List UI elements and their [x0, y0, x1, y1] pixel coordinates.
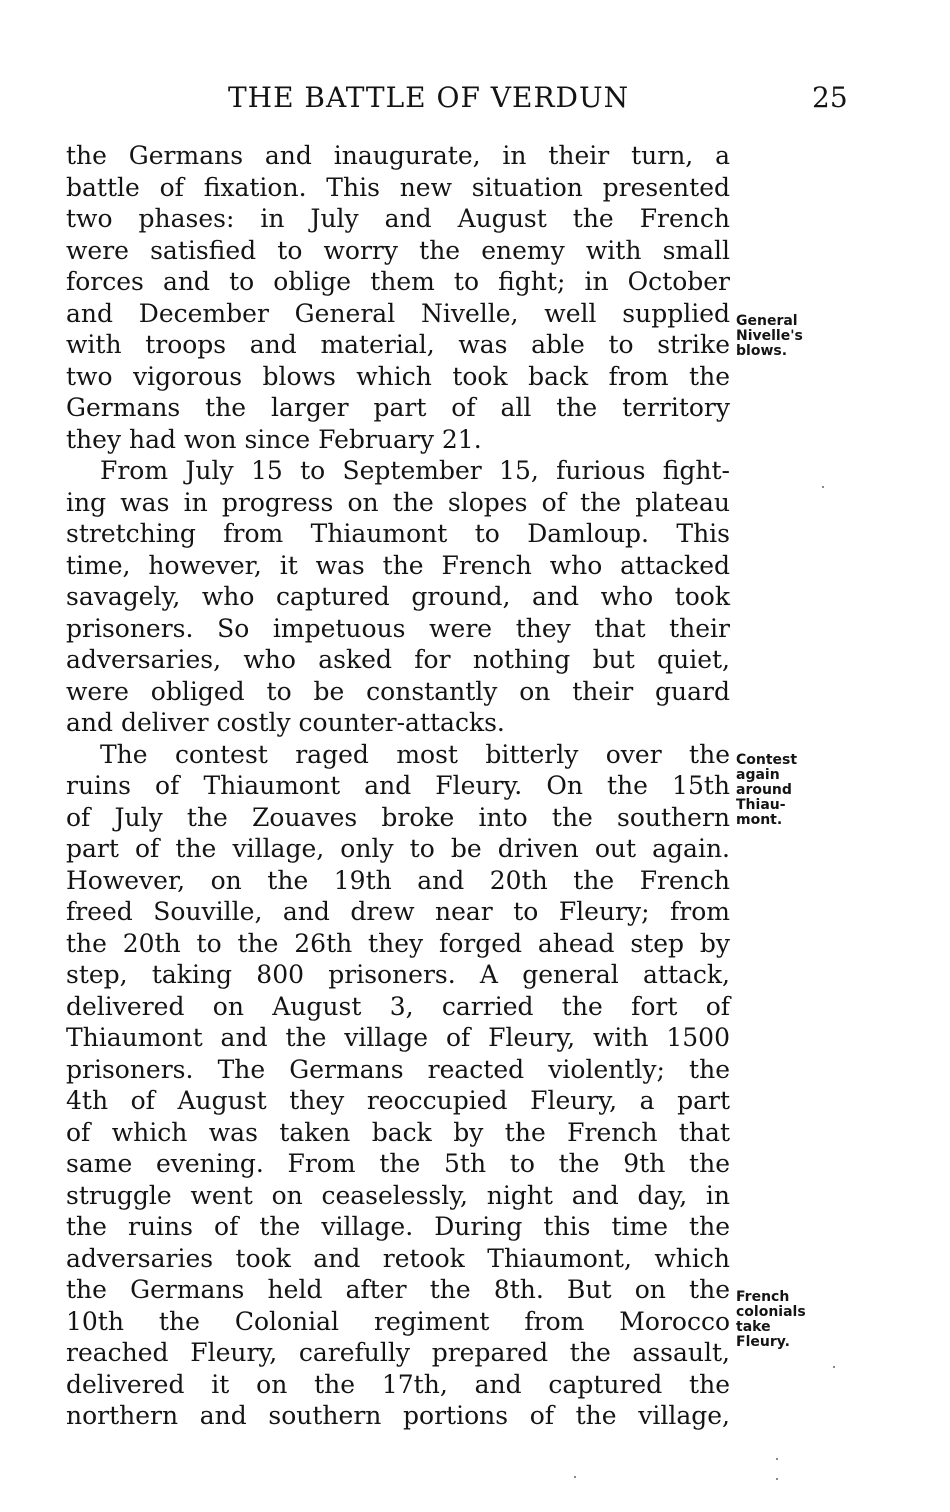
- text-line: prisoners. So impetuous were they that their: [66, 613, 730, 643]
- sidenote-line: around: [736, 782, 792, 798]
- sidenote-line: colonials: [736, 1304, 806, 1320]
- text-line: delivered it on the 17th, and captured the: [66, 1369, 730, 1399]
- sidenote-line: mont.: [736, 812, 783, 828]
- text-line: the ruins of the village. During this time the: [66, 1212, 730, 1241]
- text-line: northern and southern portions of the village,: [66, 1401, 730, 1430]
- sidenote-line: Contest: [736, 752, 798, 768]
- sidenote-line: blows.: [736, 343, 788, 359]
- text-line: and December General Nivelle, well supplied: [66, 298, 730, 328]
- text-line: ruins of Thiaumont and Fleury. On the 15th: [66, 771, 730, 800]
- text-line: Thiaumont and the village of Fleury, with 1500: [66, 1023, 730, 1052]
- text-line: delivered on August 3, carried the fort of: [66, 991, 730, 1021]
- text-line: savagely, who captured ground, and who took: [66, 582, 730, 611]
- text-line: 4th of August they reoccupied Fleury, a part: [66, 1086, 730, 1115]
- speck: [574, 1476, 576, 1478]
- speck: [776, 1458, 778, 1460]
- text-line: Germans the larger part of all the territory: [66, 393, 730, 422]
- text-line: the 20th to the 26th they forged ahead step by: [66, 928, 730, 958]
- text-line: two vigorous blows which took back from the: [66, 361, 730, 391]
- speck: [833, 1366, 835, 1368]
- text-line: part of the village, only to be driven out again.: [66, 834, 730, 863]
- text-line: battle of fixation. This new situation presented: [66, 172, 730, 202]
- sidenote-line: Thiau-: [736, 797, 786, 813]
- text-line: they had won since February 21.: [66, 424, 482, 454]
- text-line: step, taking 800 prisoners. A general attack,: [66, 960, 730, 989]
- sidenote-line: again: [736, 767, 780, 783]
- text-line: two phases: in July and August the French: [66, 204, 730, 233]
- text-line: freed Souville, and drew near to Fleury; from: [66, 897, 730, 926]
- text-line: and deliver costly counter-attacks.: [66, 708, 505, 737]
- speck: [822, 486, 824, 488]
- text-line: adversaries, who asked for nothing but quiet,: [66, 645, 730, 674]
- page-number: 25: [812, 81, 848, 114]
- sidenote-line: General: [736, 313, 798, 329]
- text-line: same evening. From the 5th to the 9th the: [66, 1149, 730, 1178]
- sidenote-line: take: [736, 1319, 771, 1335]
- text-line: adversaries took and retook Thiaumont, which: [66, 1243, 730, 1273]
- sidenote-contest-thiaumont: [736, 753, 797, 828]
- text-line: were satisfied to worry the enemy with small: [66, 235, 730, 265]
- body-text: [66, 140, 730, 1432]
- text-line: struggle went on ceaselessly, night and day, in: [66, 1180, 730, 1210]
- text-line: However, on the 19th and 20th the French: [66, 865, 730, 895]
- text-line: were obliged to be constantly on their guard: [66, 676, 730, 706]
- text-line: prisoners. The Germans reacted violently; the: [66, 1054, 730, 1084]
- sidenote-line: French: [736, 1289, 790, 1305]
- text-line: the Germans and inaugurate, in their turn, a: [66, 141, 730, 170]
- text-line: From July 15 to September 15, furious fight-: [100, 456, 730, 485]
- text-line: The contest raged most bitterly over the: [100, 739, 730, 769]
- speck: [776, 1478, 778, 1480]
- running-title: THE BATTLE OF VERDUN: [228, 81, 630, 114]
- sidenote-line: Fleury.: [736, 1334, 790, 1350]
- text-line: forces and to oblige them to fight; in October: [66, 267, 730, 296]
- text-line: with troops and material, was able to strike: [66, 330, 730, 359]
- text-line: the Germans held after the 8th. But on the: [66, 1275, 730, 1304]
- text-line: of which was taken back by the French that: [66, 1117, 730, 1147]
- text-line: time, however, it was the French who attacked: [66, 550, 730, 580]
- text-line: 10th the Colonial regiment from Morocco: [66, 1306, 730, 1336]
- text-line: stretching from Thiaumont to Damloup. This: [66, 519, 730, 548]
- sidenote-colonials-fleury: [736, 1290, 806, 1350]
- sidenote-nivelles-blows: [736, 314, 803, 359]
- text-line: of July the Zouaves broke into the southern: [66, 802, 730, 832]
- sidenote-line: Nivelle's: [736, 328, 803, 344]
- text-line: reached Fleury, carefully prepared the assault,: [66, 1338, 730, 1367]
- text-line: ing was in progress on the slopes of the plateau: [66, 487, 730, 517]
